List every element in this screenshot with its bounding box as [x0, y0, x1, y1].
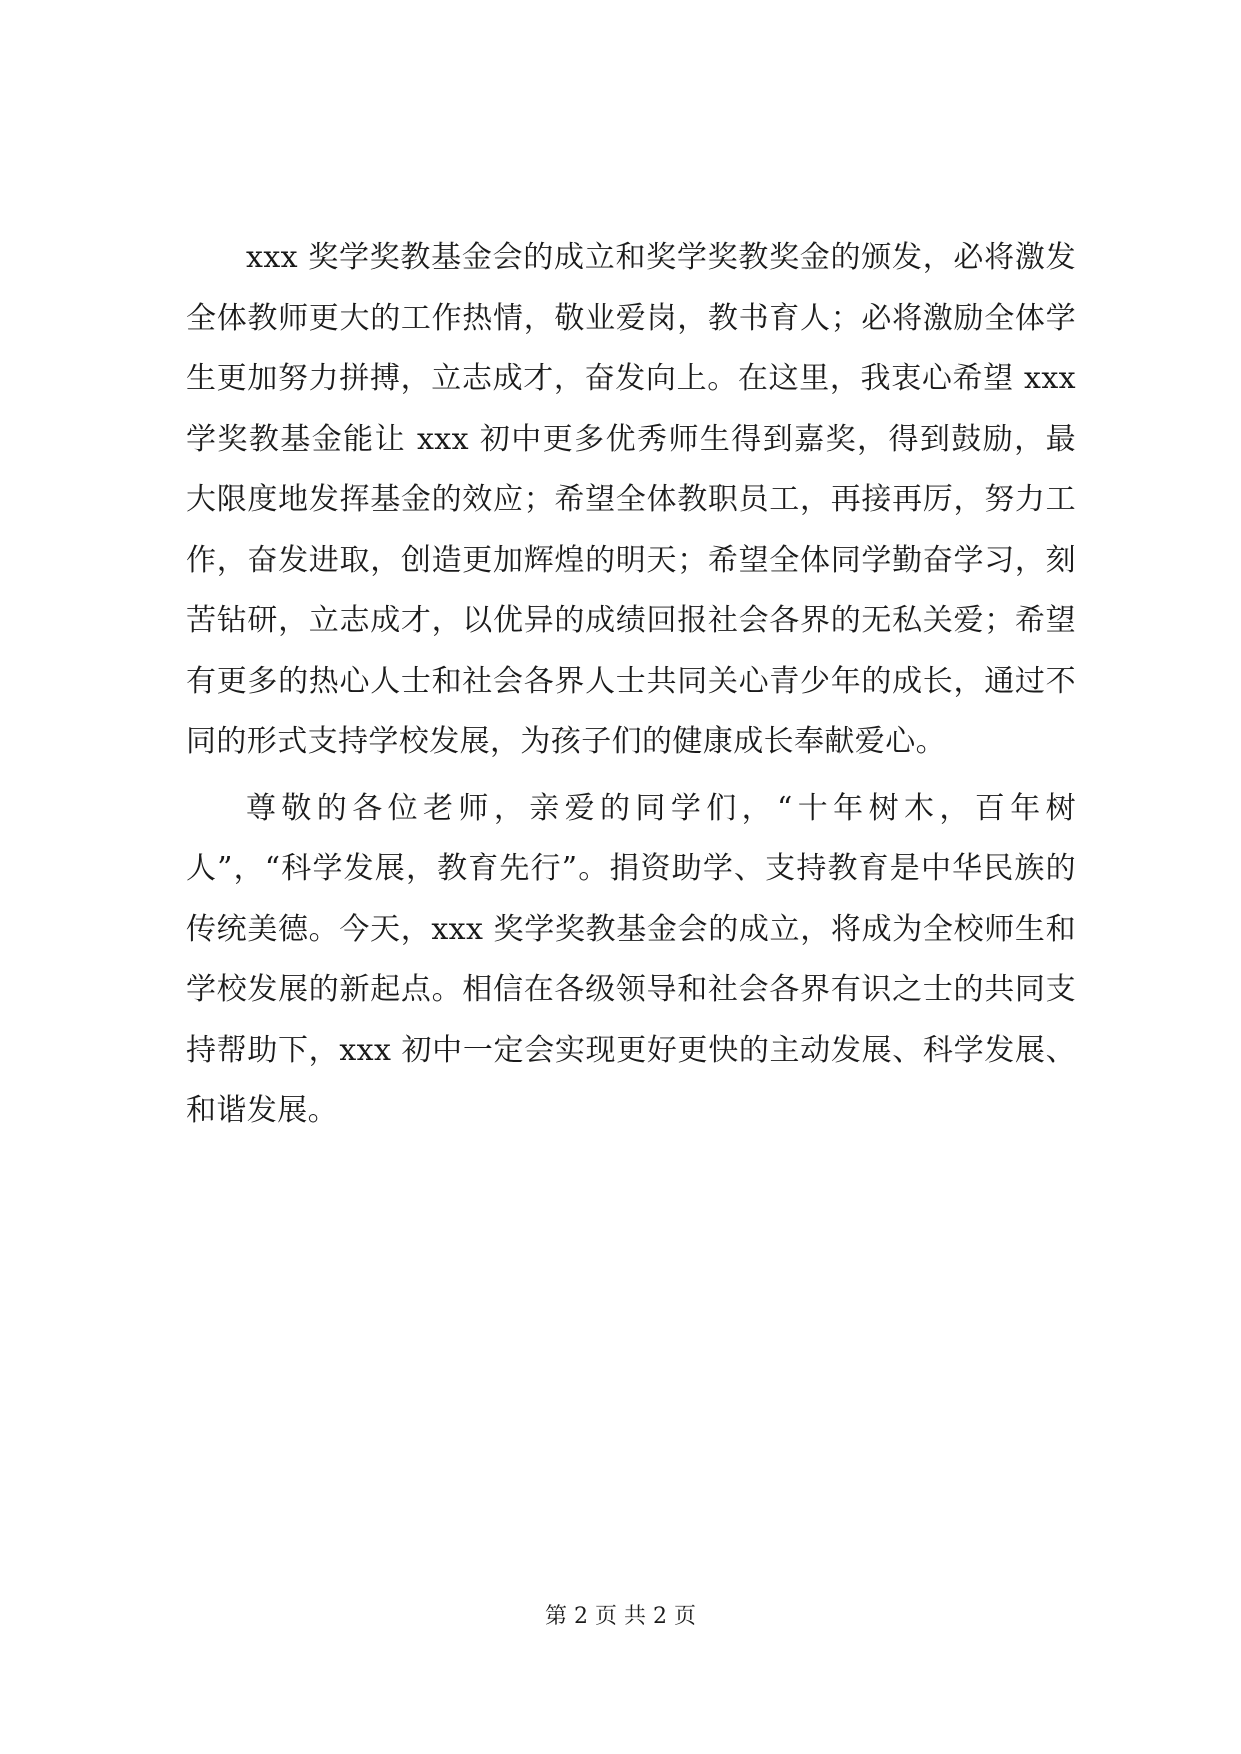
page-footer: 第 2 页 共 2 页: [545, 1604, 696, 1629]
document-body: [186, 228, 1076, 1148]
paragraph-1: xxx 奖学奖教基金会的成立和奖学奖教奖金的颁发，必将激发全体教师更大的工作热情，敬业爱岗，教书育人；必将激励全体学生更加努力拼搏，立志成才，奋发向上。在这里，我衷心希望 xxx 学奖教基金能让 xxx 初中更多优秀师生得到嘉奖，得到鼓励，最大限度地发挥基金的效应；希望全体教职员工，再接再厉，努力工作，奋发进取，创造更加辉煌的明天；希望全体同学勤奋学习，刻苦钻研，立志成才，以优异的成绩回报社会各界的无私关爱；希望有更多的热心人士和社会各界人士共同关心青少年的成长，通过不同的形式支持学校发展，为孩子们的健康成长奉献爱心。: [186, 240, 1076, 759]
paragraph-2: 尊敬的各位老师，亲爱的同学们，“十年树木，百年树人”，“科学发展，教育先行”。捐资助学、支持教育是中华民族的传统美德。今天，xxx 奖学奖教基金会的成立，将成为全校师生和学校发展的新起点。相信在各级领导和社会各界有识之士的共同支持帮助下，xxx 初中一定会实现更好更快的主动发展、科学发展、和谐发展。: [186, 790, 1076, 1128]
